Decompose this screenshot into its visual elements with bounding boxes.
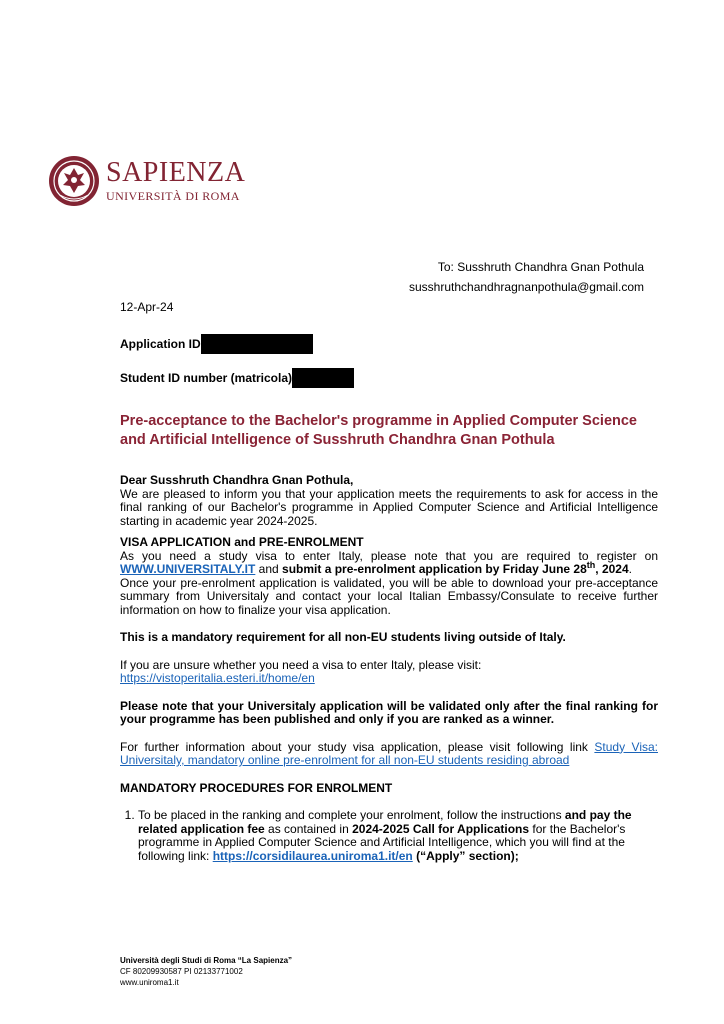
item1-apply-section: (“Apply” section); bbox=[412, 848, 519, 863]
letter-title: Pre-acceptance to the Bachelor's programme in Applied Computer Science and Artificial Intelligence of Susshruth Chandhra Gnan Pothula bbox=[120, 413, 637, 448]
item1-text-a: To be placed in the ranking and complete your enrolment, follow the instructions bbox=[138, 808, 565, 822]
procedures-list bbox=[120, 809, 658, 863]
item1-call: 2024-2025 Call for Applications bbox=[352, 821, 530, 836]
further-info-paragraph bbox=[120, 741, 658, 768]
ranking-note: Please note that your Universitaly application will be validated only after the final ranking for your programme has been published and only if you are ranked as a winner. bbox=[120, 698, 658, 726]
corsidilaurea-link[interactable]: https://corsidilaurea.uniroma1.it/en bbox=[212, 848, 413, 863]
study-visa-link[interactable]: Study Visa: Universitaly, mandatory online pre-enrolment for all non-EU students residing abroad bbox=[120, 739, 658, 767]
student-id-label: Student ID number (matricola) bbox=[120, 371, 293, 385]
item1-text-b: as contained in bbox=[264, 821, 353, 836]
brand-name: SAPIENZA bbox=[106, 156, 246, 188]
further-info-text: For further information about your study visa application, please visit following link bbox=[120, 739, 595, 754]
letter-date: 12-Apr-24 bbox=[120, 300, 174, 314]
visa-p1-text: As you need a study visa to enter Italy, please note that you are required to register on bbox=[120, 548, 658, 563]
sapienza-seal-icon bbox=[48, 155, 100, 207]
application-id-line bbox=[120, 334, 313, 354]
visa-heading: VISA APPLICATION and PRE-ENROLMENT bbox=[120, 535, 364, 549]
letter-body bbox=[120, 474, 658, 863]
letter-footer bbox=[120, 955, 292, 988]
visa-deadline-sup: th bbox=[586, 560, 596, 570]
recipient-email: susshruthchandhragnanpothula@gmail.com bbox=[409, 280, 644, 294]
application-id-label: Application ID bbox=[120, 337, 201, 351]
footer-university: Università degli Studi di Roma “La Sapienza” bbox=[120, 956, 293, 965]
footer-website: www.uniroma1.it bbox=[120, 978, 179, 987]
sapienza-logo bbox=[48, 155, 245, 207]
visa-deadline-year: , 2024 bbox=[595, 562, 629, 576]
procedures-heading: MANDATORY PROCEDURES FOR ENROLMENT bbox=[120, 780, 393, 795]
list-item bbox=[138, 809, 658, 863]
intro-paragraph: We are pleased to inform you that your application meets the requirements to ask for access in the final ranking of our Bachelor's programme in Applied Computer Science and Artificial Intelligence starting in academic year 2024-2025. bbox=[120, 486, 658, 528]
universitaly-link[interactable]: WWW.UNIVERSITALY.IT bbox=[120, 562, 256, 576]
application-id-redaction bbox=[201, 334, 313, 354]
item1-fee: and pay the related application fee bbox=[138, 808, 632, 836]
recipient-name: To: Susshruth Chandhra Gnan Pothula bbox=[437, 260, 644, 274]
student-id-redaction bbox=[292, 368, 354, 388]
student-id-line bbox=[120, 368, 354, 388]
visto-link[interactable]: https://vistoperitalia.esteri.it/home/en bbox=[120, 671, 315, 685]
visa-unsure-text: If you are unsure whether you need a visa to enter Italy, please visit: bbox=[120, 657, 482, 672]
brand-subtitle: UNIVERSITÀ DI ROMA bbox=[106, 188, 240, 203]
visa-p1-end: . bbox=[628, 562, 632, 576]
greeting: Dear Susshruth Chandhra Gnan Pothula, bbox=[120, 473, 354, 487]
mandatory-requirement: This is a mandatory requirement for all non-EU students living outside of Italy. bbox=[120, 630, 566, 644]
visa-paragraph-2: Once your pre-enrolment application is validated, you will be able to download your pre-acceptance summary from Universitaly and contact your local Italian Embassy/Consulate to receive further information on how to finalize your visa application. bbox=[120, 575, 658, 617]
footer-tax-codes: CF 80209930587 PI 02133771002 bbox=[120, 967, 243, 976]
visa-p1-and: and bbox=[255, 562, 283, 576]
visa-paragraph-1 bbox=[120, 550, 658, 577]
item1-text-c: for the Bachelor's programme in Applied Computer Science and Artificial Intelligence, which you will find at the following link: bbox=[138, 821, 626, 863]
visa-deadline: submit a pre-enrolment application by Friday June 28 bbox=[282, 562, 587, 576]
